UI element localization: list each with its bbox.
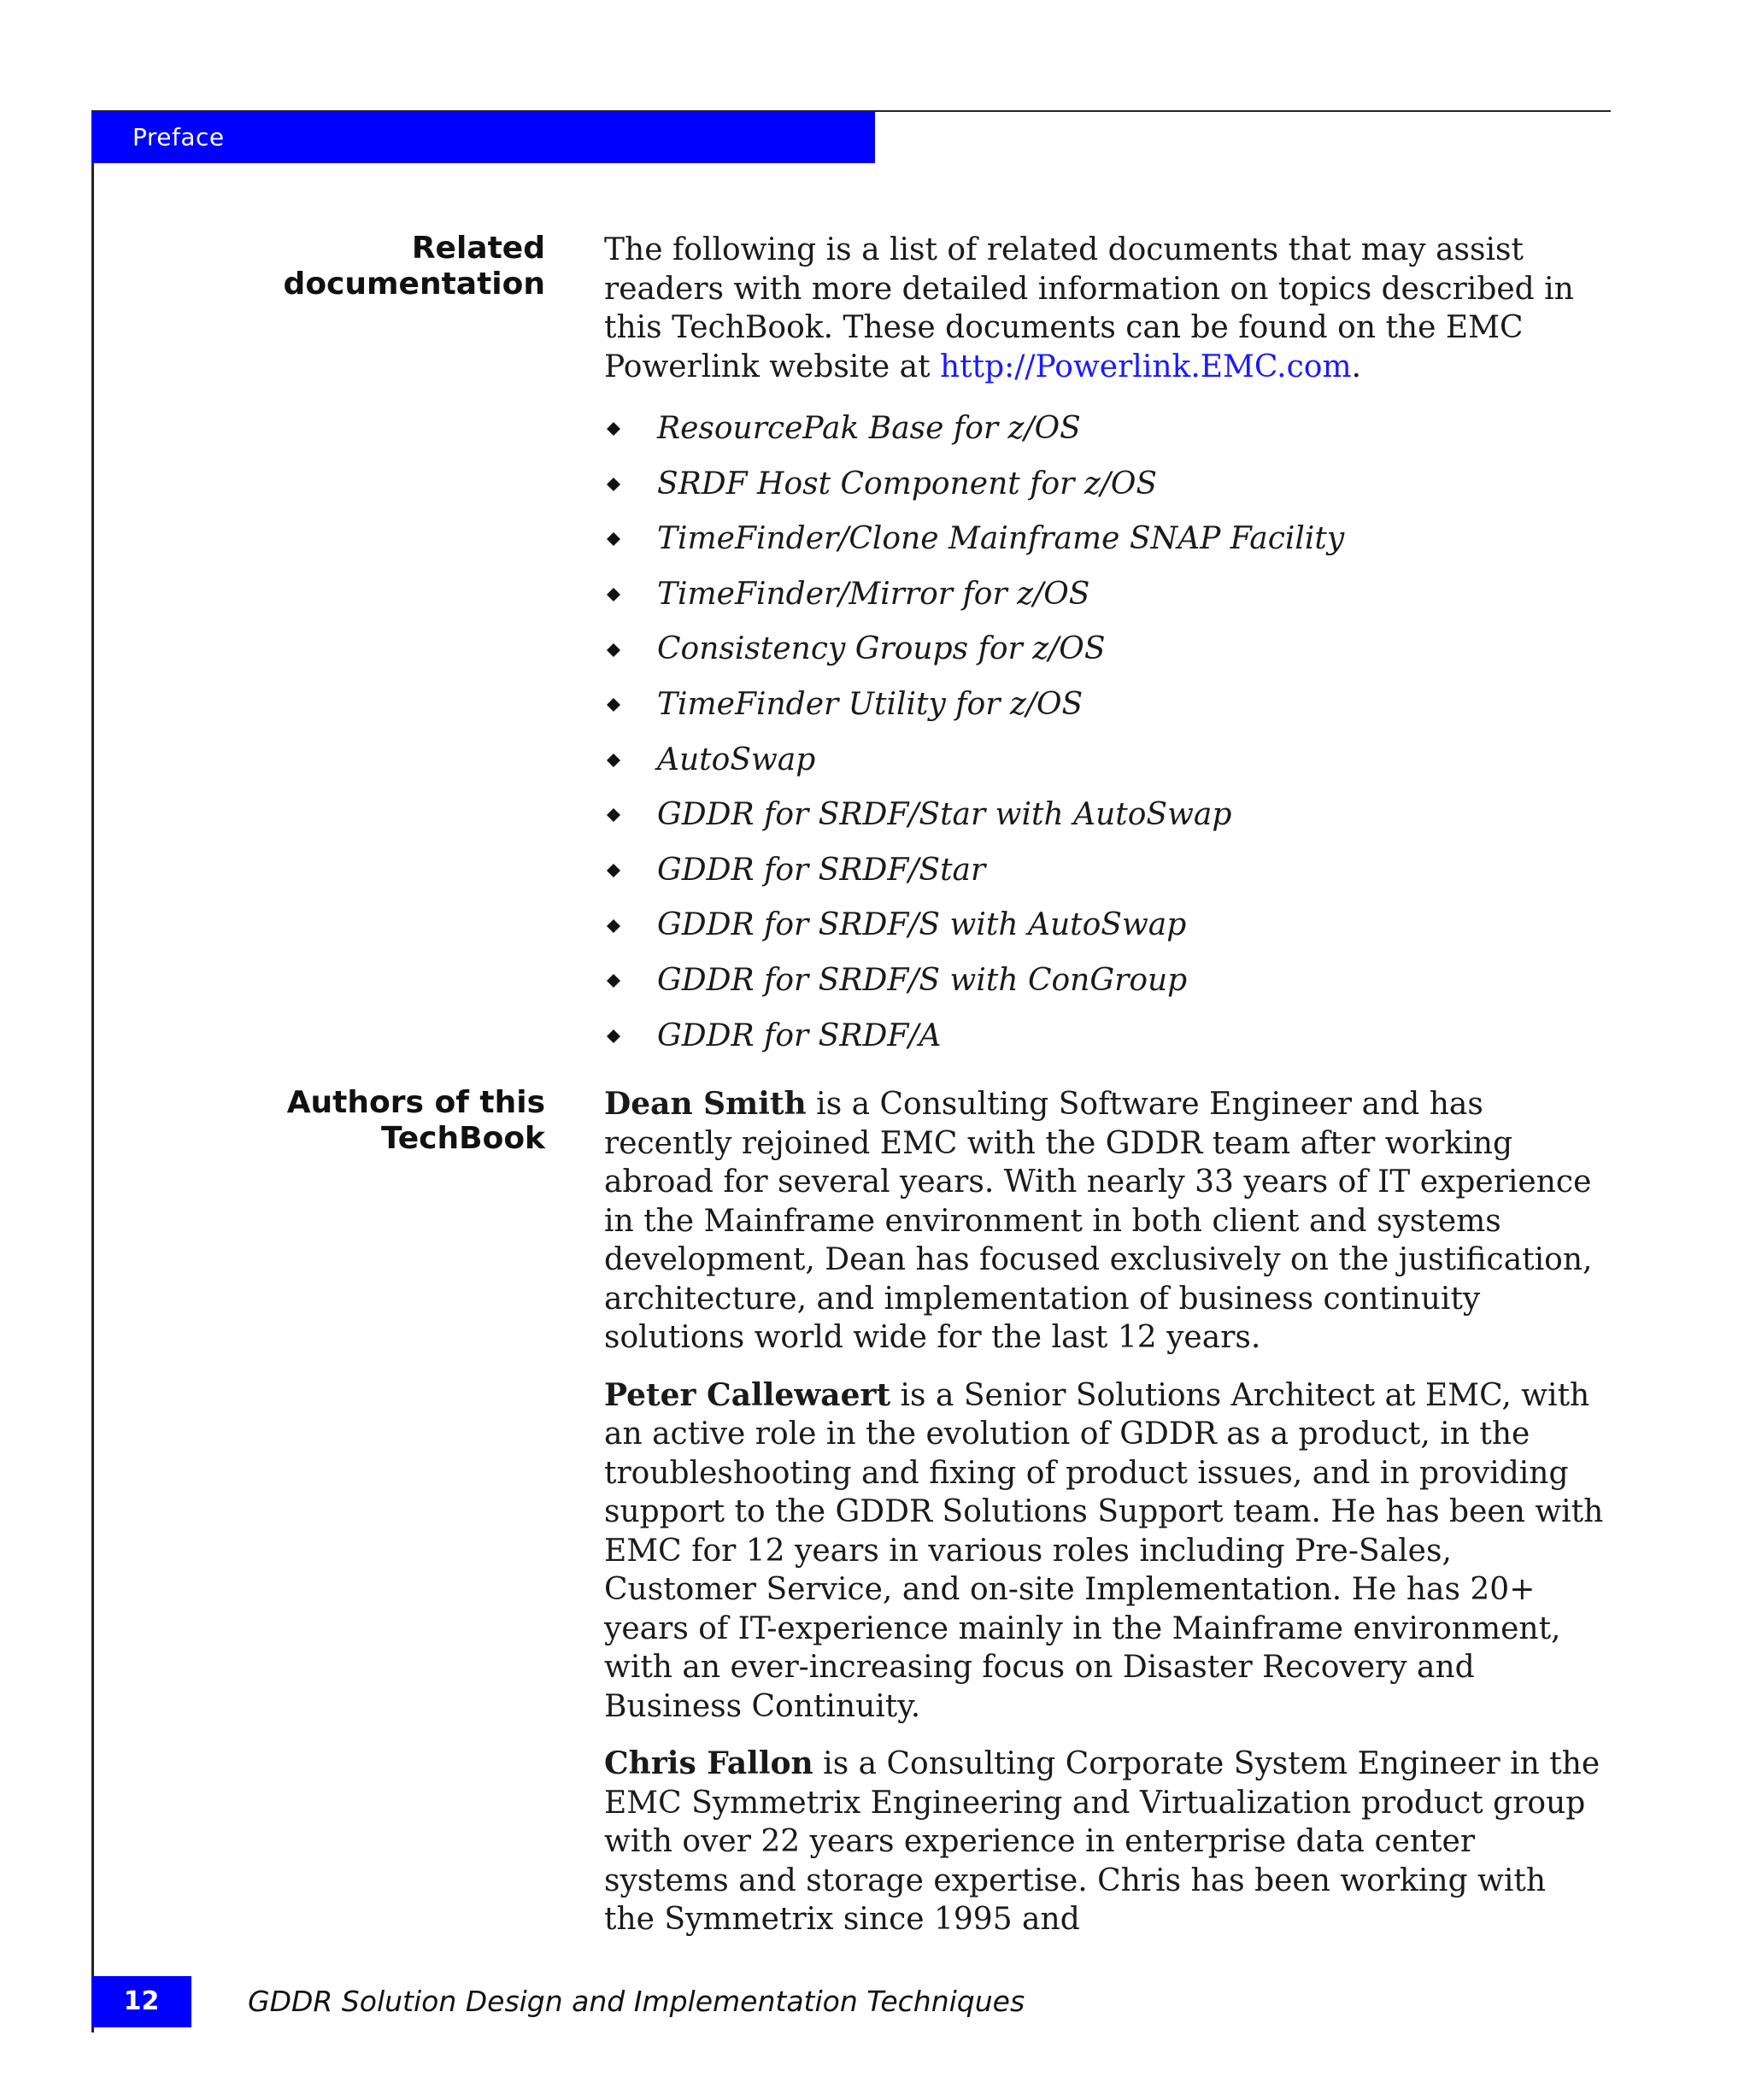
page-number: 12 [91,1976,191,2027]
diamond-bullet-icon [604,788,623,843]
related-doc-title: TimeFinder/Clone Mainframe SNAP Facility [657,521,1345,557]
author-name: Dean Smith [604,1086,807,1122]
related-doc-title: SRDF Host Component for z/OS [657,466,1158,502]
related-doc-item [604,953,1604,1009]
section-header-band [91,112,875,163]
authors-heading-line2: TechBook [380,1121,545,1156]
related-docs-body [604,231,1604,1064]
related-doc-title: GDDR for SRDF/Star with AutoSwap [657,797,1232,833]
related-doc-item [604,788,1604,843]
author-bio [604,1085,1604,1358]
related-docs-heading [284,231,545,302]
related-docs-heading-line1: Related [411,231,545,266]
diamond-bullet-icon [604,733,623,789]
section-header-label: Preface [132,123,225,151]
related-doc-item [604,512,1604,567]
related-doc-item [604,567,1604,623]
related-docs-heading-line2: documentation [283,267,545,302]
related-doc-title: GDDR for SRDF/S with ConGroup [657,962,1188,998]
footer-book-title: GDDR Solution Design and Implementation Techniques [248,1985,1025,2018]
authors-heading-line1: Authors of this [286,1085,545,1120]
related-doc-item [604,898,1604,953]
author-bio-text: is a Consulting Corporate System Engineer in the EMC Symmetrix Engineering and Virtualization product group with over 22 years experience in enterprise data center systems and storage expertise. Chris has been working with the Symmetrix since 1995 and [604,1746,1600,1937]
related-doc-item [604,843,1604,899]
related-docs-list [604,402,1604,1064]
diamond-bullet-icon [604,678,623,733]
author-name: Peter Callewaert [604,1376,891,1413]
related-doc-item [604,622,1604,678]
related-doc-title: GDDR for SRDF/A [657,1018,942,1053]
related-doc-item [604,678,1604,733]
diamond-bullet-icon [604,953,623,1009]
author-bio-text: is a Consulting Software Engineer and has recently rejoined EMC with the GDDR team after working abroad for several years. With nearly 33 years of IT experience in the Mainframe environment in both client and systems development, Dean has focused exclusively on the justification, architecture, and implementation of business continuity solutions world wide for the last 12 years. [604,1087,1593,1355]
related-doc-item [604,457,1604,513]
related-doc-title: ResourcePak Base for z/OS [657,411,1081,446]
authors-body [604,1085,1604,1958]
diamond-bullet-icon [604,898,623,953]
margin-rule [91,110,94,2033]
related-doc-title: AutoSwap [657,742,816,777]
related-docs-intro-text: The following is a list of related documents that may assist readers with more detailed information on topics described in this TechBook. These documents can be found on the EMC Powerlink website at [604,232,1574,384]
related-doc-title: TimeFinder/Mirror for z/OS [657,576,1090,612]
author-name: Chris Fallon [604,1745,813,1781]
author-bio-text: is a Senior Solutions Architect at EMC, with an active role in the evolution of GDDR as a product, in the troubleshooting and fixing of product issues, and in providing support to the GDDR Solutions Support team. He has been with EMC for 12 years in various roles including Pre-Sales, Customer Service, and on-site Implementation. He has 20+ years of IT-experience mainly in the Mainframe environment, with an ever-increasing focus on Disaster Recovery and Business Continuity. [604,1377,1604,1724]
author-bio [604,1745,1604,1939]
diamond-bullet-icon [604,1009,623,1065]
related-doc-item [604,402,1604,457]
diamond-bullet-icon [604,622,623,678]
related-doc-title: GDDR for SRDF/Star [657,852,986,888]
powerlink-link[interactable]: http://Powerlink.EMC.com [939,349,1352,384]
related-doc-title: Consistency Groups for z/OS [657,631,1106,667]
related-doc-item [604,1009,1604,1065]
related-doc-title: TimeFinder Utility for z/OS [657,686,1083,722]
author-bio [604,1376,1604,1727]
related-doc-title: GDDR for SRDF/S with AutoSwap [657,907,1187,943]
authors-heading [287,1085,545,1157]
related-doc-item [604,733,1604,789]
diamond-bullet-icon [604,402,623,457]
related-docs-intro [604,231,1604,386]
diamond-bullet-icon [604,567,623,623]
diamond-bullet-icon [604,457,623,513]
diamond-bullet-icon [604,512,623,567]
diamond-bullet-icon [604,843,623,899]
related-docs-intro-period: . [1351,349,1362,384]
